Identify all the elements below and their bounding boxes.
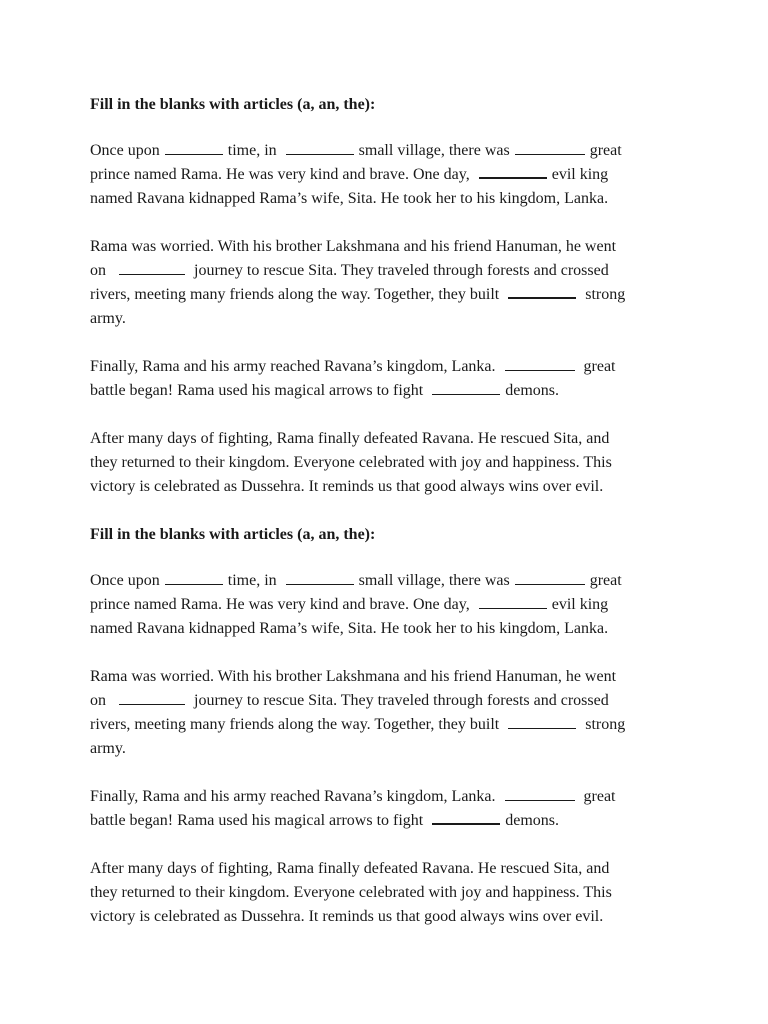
answer-blank[interactable] <box>165 140 223 155</box>
text-line <box>90 809 690 833</box>
text-line: they returned to their kingdom. Everyone celebrated with joy and happiness. This <box>90 454 612 471</box>
text-line: army. <box>90 740 126 757</box>
text-line: After many days of fighting, Rama finally defeated Ravana. He rescued Sita, and <box>90 860 610 877</box>
text-fragment: battle began! Rama used his magical arrows to fight <box>90 382 432 399</box>
text-fragment: prince named Rama. He was very kind and brave. One day, <box>90 596 478 613</box>
text-line: named Ravana kidnapped Rama’s wife, Sita. He took her to his kingdom, Lanka. <box>90 190 609 207</box>
answer-blank[interactable] <box>515 570 585 585</box>
text-fragment: time, in <box>223 142 285 159</box>
paragraph-3 <box>90 785 690 833</box>
answer-blank[interactable] <box>286 140 354 155</box>
text-fragment: evil king <box>547 166 609 183</box>
text-fragment: Once upon <box>90 572 164 589</box>
text-line: named Ravana kidnapped Rama’s wife, Sita. He took her to his kingdom, Lanka. <box>90 620 609 637</box>
worksheet-page <box>90 93 690 953</box>
section-heading: Fill in the blanks with articles (a, an, the): <box>90 526 376 543</box>
paragraph-2 <box>90 665 690 761</box>
text-line <box>90 785 690 809</box>
text-fragment: demons. <box>501 382 560 399</box>
text-line: Rama was worried. With his brother Lakshmana and his friend Hanuman, he went <box>90 238 617 255</box>
text-fragment: rivers, meeting many friends along the way. Together, they built <box>90 286 508 303</box>
text-fragment: great <box>585 142 622 159</box>
answer-blank[interactable] <box>479 594 547 609</box>
text-fragment: strong <box>577 286 626 303</box>
paragraph-3 <box>90 355 690 403</box>
text-fragment: on <box>90 692 118 709</box>
text-fragment: strong <box>577 716 626 733</box>
text-line <box>90 259 690 283</box>
text-fragment: small village, there was <box>354 572 514 589</box>
text-fragment: journey to rescue Sita. They traveled through forests and crossed <box>186 262 609 279</box>
answer-blank[interactable] <box>119 260 185 275</box>
text-line <box>90 163 690 187</box>
answer-blank[interactable] <box>515 140 585 155</box>
paragraph-4 <box>90 427 690 499</box>
paragraph-2 <box>90 235 690 331</box>
answer-blank[interactable] <box>165 570 223 585</box>
text-fragment: great <box>575 788 616 805</box>
text-fragment: rivers, meeting many friends along the way. Together, they built <box>90 716 508 733</box>
worksheet-section-1 <box>90 93 690 499</box>
text-line <box>90 569 690 593</box>
text-fragment: small village, there was <box>354 142 514 159</box>
text-fragment: journey to rescue Sita. They traveled through forests and crossed <box>186 692 609 709</box>
answer-blank[interactable] <box>432 809 500 825</box>
text-line <box>90 713 690 737</box>
answer-blank[interactable] <box>505 356 575 371</box>
worksheet-section-2 <box>90 523 690 929</box>
section-heading: Fill in the blanks with articles (a, an, the): <box>90 96 376 113</box>
text-line <box>90 593 690 617</box>
text-line: victory is celebrated as Dussehra. It reminds us that good always wins over evil. <box>90 478 604 495</box>
text-line: they returned to their kingdom. Everyone celebrated with joy and happiness. This <box>90 884 612 901</box>
answer-blank[interactable] <box>505 786 575 801</box>
text-fragment: Finally, Rama and his army reached Ravana’s kingdom, Lanka. <box>90 788 504 805</box>
text-line: army. <box>90 310 126 327</box>
text-line: victory is celebrated as Dussehra. It reminds us that good always wins over evil. <box>90 908 604 925</box>
text-fragment: battle began! Rama used his magical arrows to fight <box>90 812 432 829</box>
answer-blank[interactable] <box>508 283 576 299</box>
text-fragment: demons. <box>501 812 560 829</box>
answer-blank[interactable] <box>119 690 185 705</box>
text-fragment: on <box>90 262 118 279</box>
text-fragment: great <box>575 358 616 375</box>
answer-blank[interactable] <box>286 570 354 585</box>
paragraph-1 <box>90 139 690 211</box>
text-line <box>90 139 690 163</box>
text-line <box>90 689 690 713</box>
text-fragment: evil king <box>547 596 609 613</box>
text-line <box>90 355 690 379</box>
paragraph-4 <box>90 857 690 929</box>
answer-blank[interactable] <box>432 380 500 395</box>
answer-blank[interactable] <box>508 714 576 729</box>
text-line: Rama was worried. With his brother Lakshmana and his friend Hanuman, he went <box>90 668 617 685</box>
paragraph-1 <box>90 569 690 641</box>
text-fragment: Once upon <box>90 142 164 159</box>
text-line: After many days of fighting, Rama finally defeated Ravana. He rescued Sita, and <box>90 430 610 447</box>
text-fragment: Finally, Rama and his army reached Ravana’s kingdom, Lanka. <box>90 358 504 375</box>
text-fragment: great <box>585 572 622 589</box>
text-line <box>90 283 690 307</box>
text-fragment: time, in <box>223 572 285 589</box>
answer-blank[interactable] <box>479 163 547 179</box>
text-line <box>90 379 690 403</box>
text-fragment: prince named Rama. He was very kind and brave. One day, <box>90 166 478 183</box>
